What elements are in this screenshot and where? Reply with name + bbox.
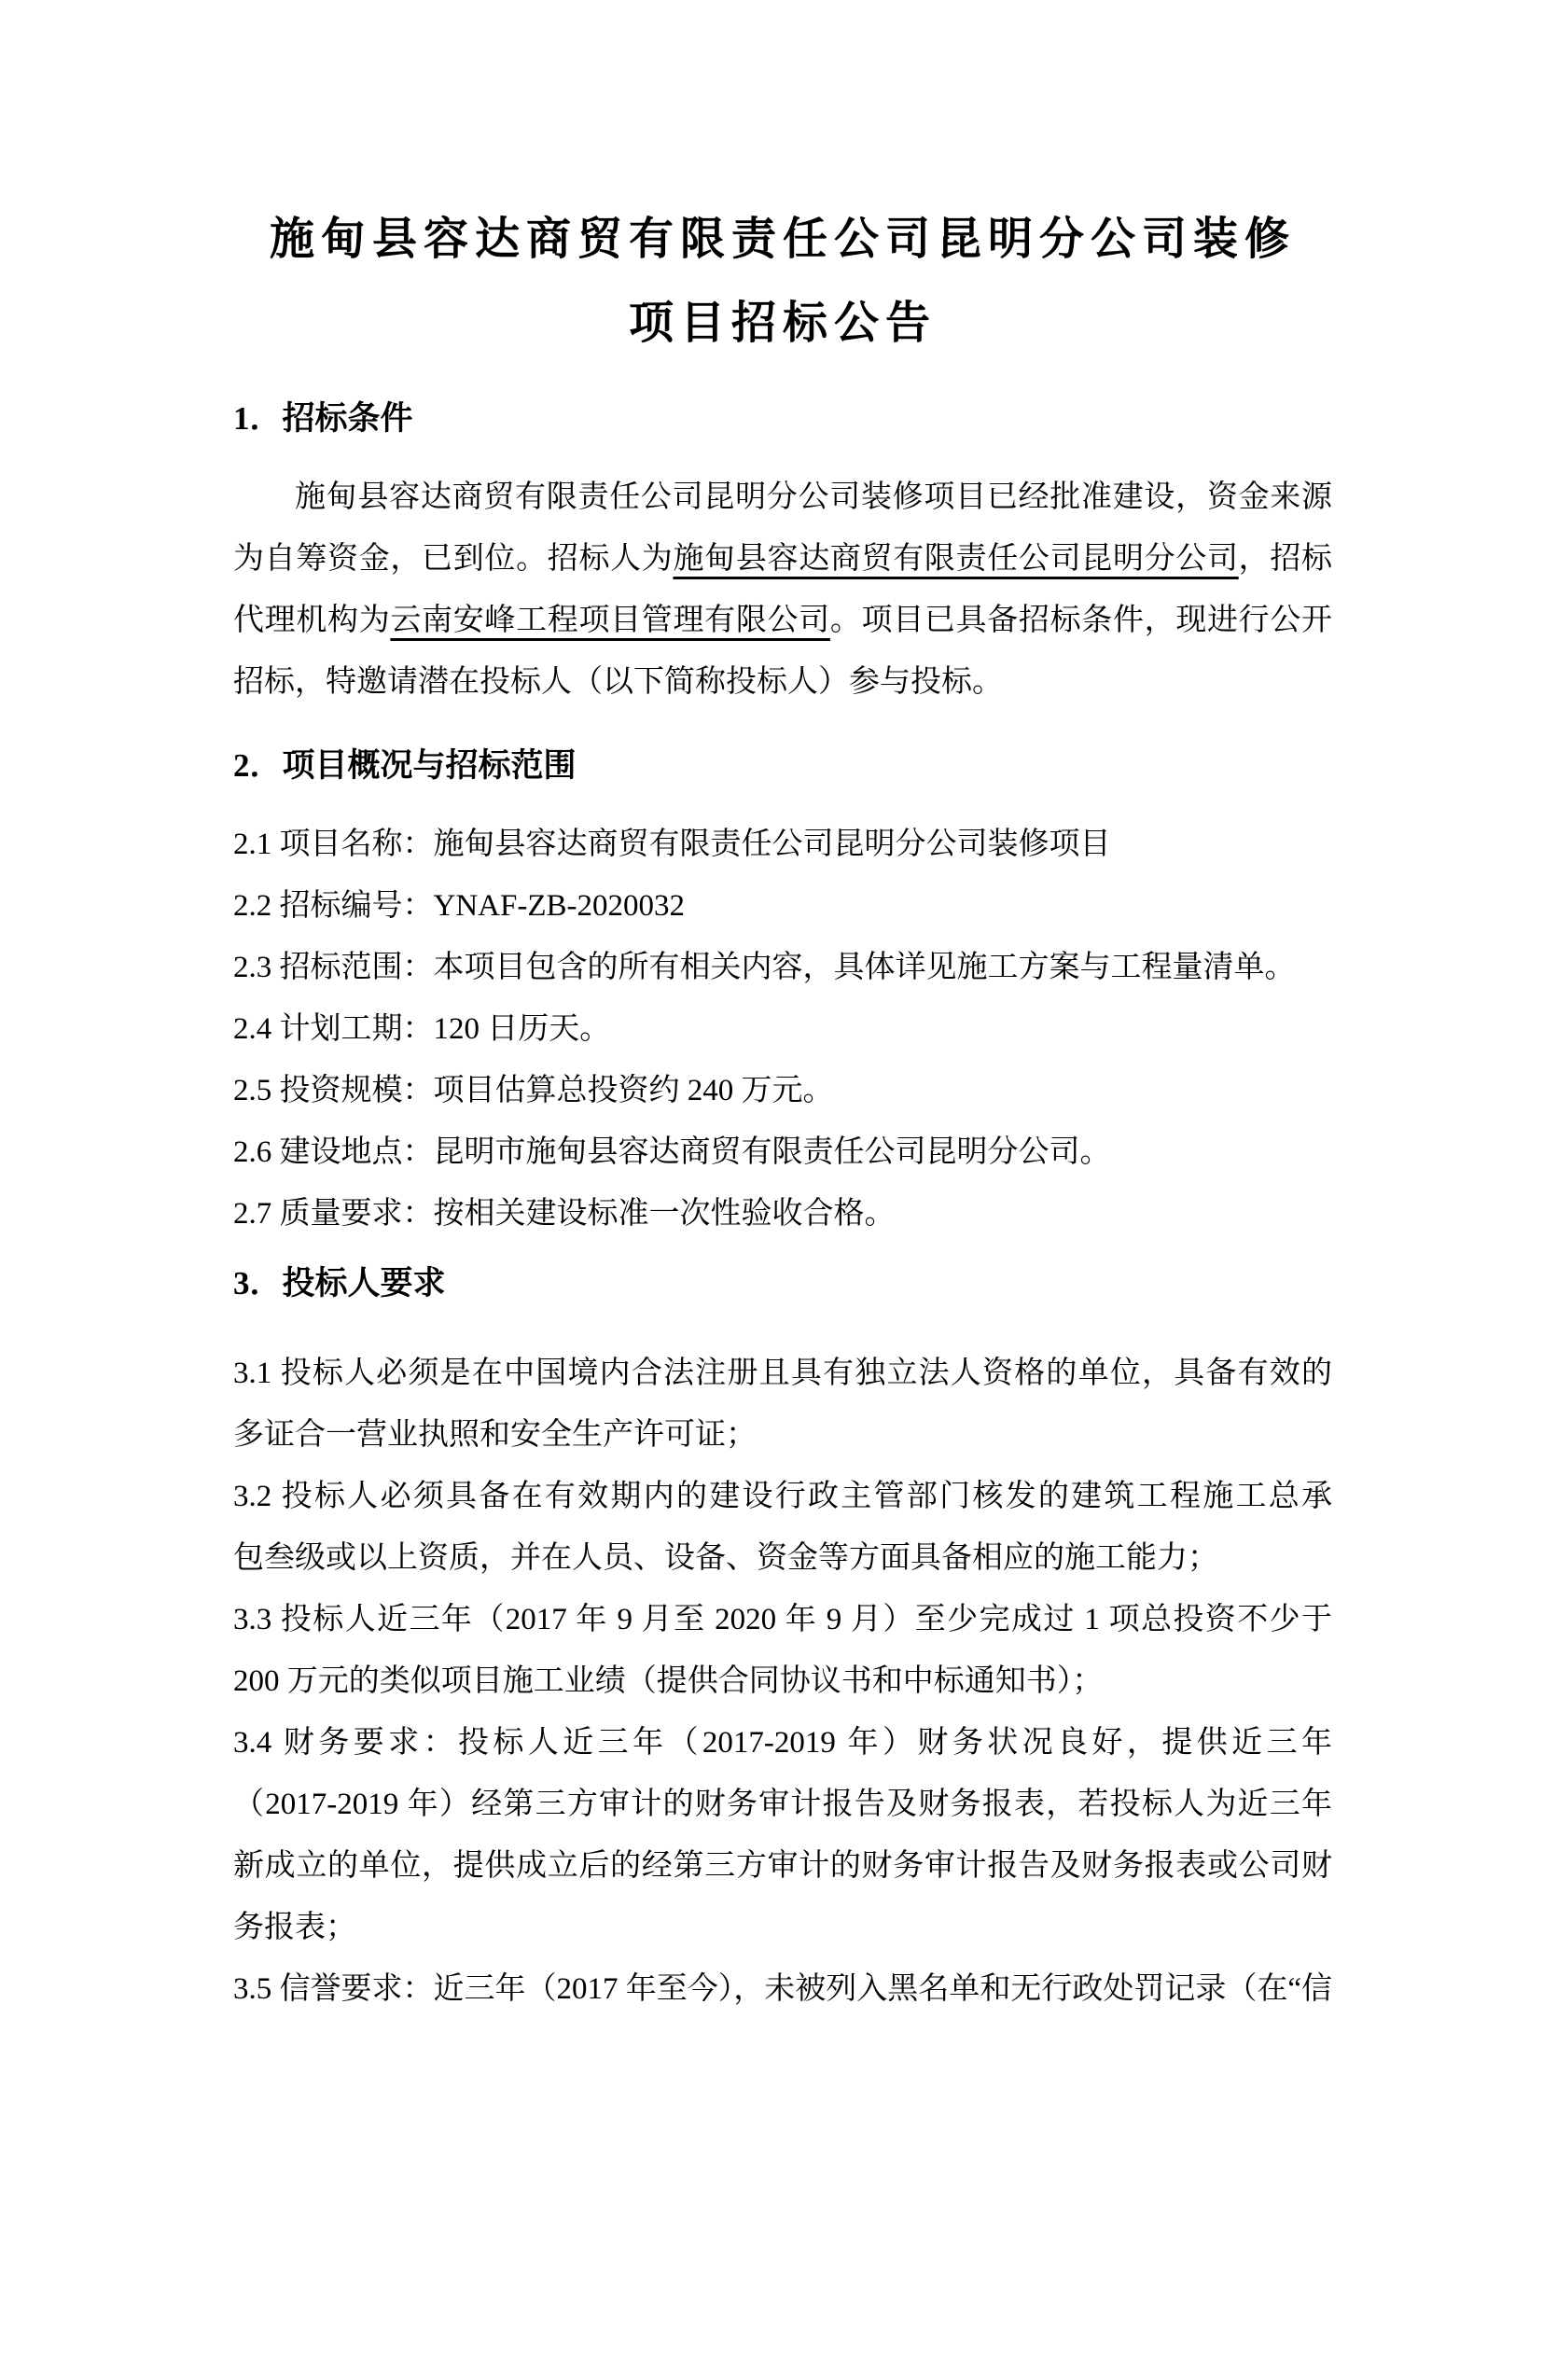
list-item-3-2-line: 3.2 投标人必须具备在有效期内的建设行政主管部门核发的建筑工程施工总承: [233, 1480, 1332, 1513]
section-2-list: [233, 814, 1332, 1245]
underlined-agency-name: 云南安峰工程项目管理有限公司: [390, 604, 830, 637]
document-title: [233, 198, 1332, 366]
document-title-line-1: 施甸县容达商贸有限责任公司昆明分公司装修: [269, 215, 1296, 264]
list-item-3-4-line: 务报表；: [233, 1911, 356, 1944]
underlined-tenderer-name: 施甸县容达商贸有限责任公司昆明分公司: [673, 542, 1239, 576]
list-item-3-5-line: 3.5 信誉要求：近三年（2017 年至今），未被列入黑名单和无行政处罚记录（在“信: [233, 1972, 1332, 2006]
paragraph-text: ，招标: [1238, 542, 1333, 576]
section-2-heading: 2．项目概况与招标范围: [233, 747, 577, 784]
list-item-2-6: 2.6 建设地点：昆明市施甸县容达商贸有限责任公司昆明分公司。: [233, 1135, 1111, 1169]
list-item-2-3: 2.3 招标范围：本项目包含的所有相关内容，具体详见施工方案与工程量清单。: [233, 951, 1296, 984]
list-item-3-4-line: 3.4 财务要求：投标人近三年（2017-2019 年）财务状况良好，提供近三年: [233, 1726, 1332, 1760]
list-item-3-4-line: （2017-2019 年）经第三方审计的财务审计报告及财务报表，若投标人为近三年: [233, 1788, 1332, 1821]
paragraph-line: 施甸县容达商贸有限责任公司昆明分公司装修项目已经批准建设，资金来源: [295, 480, 1332, 514]
paragraph-line: [233, 528, 1332, 590]
list-item-3-3-line: 200 万元的类似项目施工业绩（提供合同协议书和中标通知书）；: [233, 1664, 1104, 1698]
list-item-3-3-line: 3.3 投标人近三年（2017 年 9 月至 2020 年 9 月）至少完成过 1 项总投资不少于: [233, 1603, 1332, 1636]
section-1-heading: 1．招标条件: [233, 400, 413, 437]
list-item-2-1: 2.1 项目名称：施甸县容达商贸有限责任公司昆明分公司装修项目: [233, 828, 1111, 861]
document-title-line-2: 项目招标公告: [628, 299, 937, 348]
list-item-3-4-line: 新成立的单位，提供成立后的经第三方审计的财务审计报告及财务报表或公司财: [233, 1849, 1332, 1883]
paragraph-text: 代理机构为: [233, 604, 391, 637]
list-item-3-2-line: 包叁级或以上资质，并在人员、设备、资金等方面具备相应的施工能力；: [233, 1541, 1218, 1575]
list-item-2-5: 2.5 投资规模：项目估算总投资约 240 万元。: [233, 1074, 834, 1107]
document-page: [0, 198, 1543, 2380]
list-item-3-1-line: 多证合一营业执照和安全生产许可证；: [233, 1418, 757, 1452]
paragraph-line: [233, 590, 1332, 651]
list-item-2-7: 2.7 质量要求：按相关建设标准一次性验收合格。: [233, 1197, 896, 1231]
list-item-3-1-line: 3.1 投标人必须是在中国境内合法注册且具有独立法人资格的单位，具备有效的: [233, 1357, 1332, 1390]
section-3-list: [233, 1343, 1332, 2020]
paragraph-text: 。项目已具备招标条件，现进行公开: [829, 604, 1333, 637]
paragraph-text: 为自筹资金，已到位。招标人为: [233, 542, 674, 576]
section-1-paragraph: [233, 466, 1332, 713]
list-item-2-4: 2.4 计划工期：120 日历天。: [233, 1012, 611, 1046]
paragraph-line: 招标，特邀请潜在投标人（以下简称投标人）参与投标。: [233, 665, 1003, 699]
list-item-2-2: 2.2 招标编号：YNAF-ZB-2020032: [233, 889, 685, 923]
document-content: [233, 198, 1332, 2020]
section-3-heading: 3．投标人要求: [233, 1265, 446, 1301]
